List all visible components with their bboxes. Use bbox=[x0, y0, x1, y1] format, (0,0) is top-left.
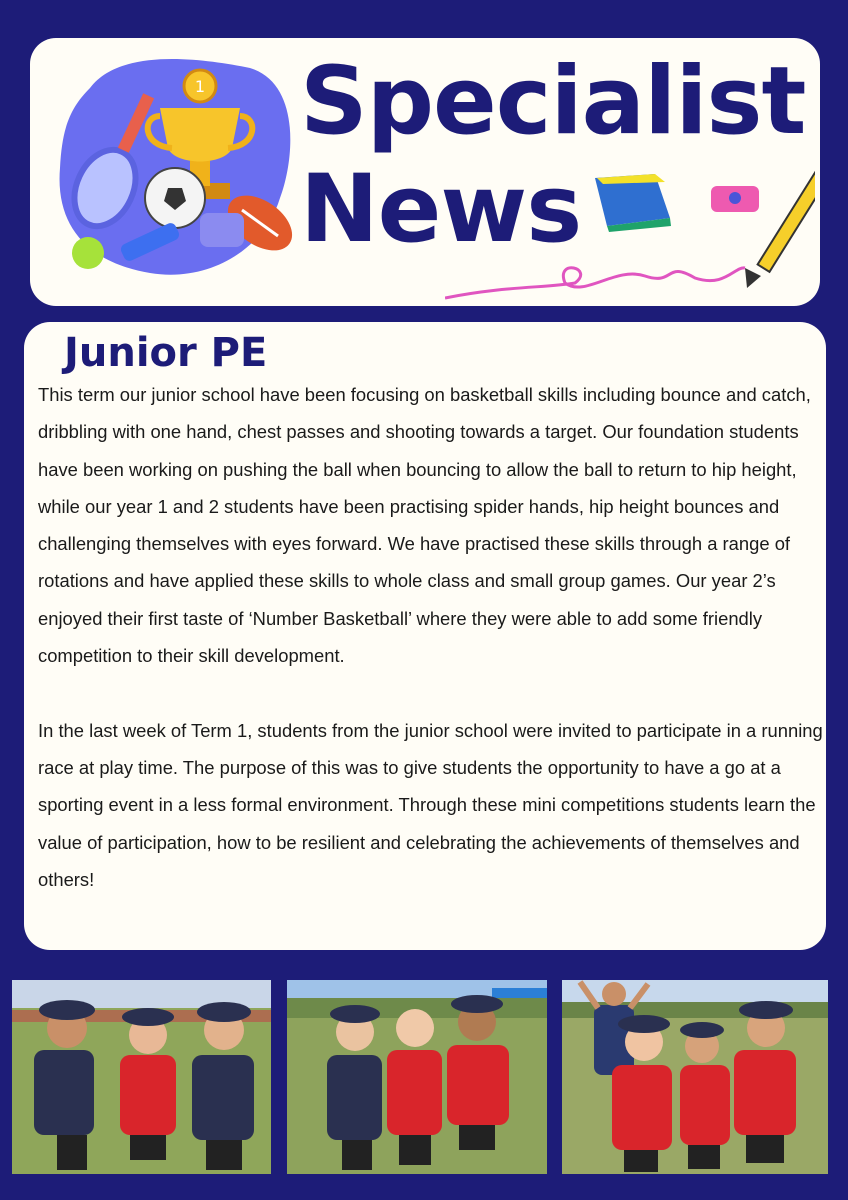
photo-three-boys-with-teacher bbox=[562, 980, 828, 1174]
sports-equipment-illustration bbox=[50, 48, 300, 288]
tennis-ball-icon bbox=[72, 237, 104, 269]
article-card bbox=[24, 322, 826, 950]
title-line-1: Specialist bbox=[300, 47, 806, 156]
title-line-2: News bbox=[300, 155, 582, 264]
eraser-icon bbox=[711, 186, 759, 212]
photo-three-children bbox=[287, 980, 547, 1174]
pencil-icon bbox=[745, 154, 815, 288]
paragraph-2: In the last week of Term 1, students from the junior school were invited to participate in a running race at play time. The purpose of this was to give students the opportunity to have a go at a sporting event in a less formal environment. Through these mini competitions students learn the value of participation, how to be resilient and celebrating the achievements of themselves and others! bbox=[38, 719, 823, 890]
header-banner bbox=[30, 38, 820, 306]
section-heading: Junior PE bbox=[64, 330, 268, 376]
paragraph-1: This term our junior school have been focusing on basketball skills including bounce and catch, dribbling with one hand, chest passes and shooting towards a target. Our foundation students have been working on pushing the ball when bouncing to allow the ball to return to hip height, while our year 1 and 2 students have been practising spider hands, hip height bounces and challenging themselves with eyes forward. We have practised these skills through a range of rotations and have applied these skills to whole class and small group games. Our year 2’s enjoyed their first taste of ‘Number Basketball’ where they were able to add some friendly competition to their skill development. bbox=[38, 384, 811, 667]
scribble-line bbox=[445, 268, 745, 298]
book-icon bbox=[595, 174, 671, 232]
photo-three-boys bbox=[12, 980, 271, 1174]
stationery-illustration bbox=[445, 148, 815, 303]
svg-text:1: 1 bbox=[194, 77, 206, 96]
article-body bbox=[38, 376, 824, 898]
